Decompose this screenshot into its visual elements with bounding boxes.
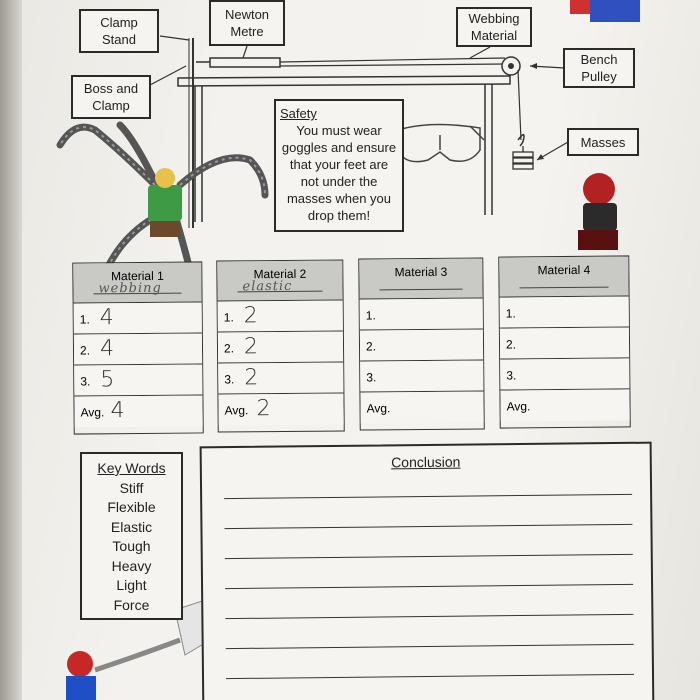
result-value: 4 <box>99 305 114 331</box>
row-label: 2. <box>223 341 235 356</box>
table-row <box>360 360 483 392</box>
material-1-name: webbing <box>98 280 162 297</box>
label-clamp-stand-text: Clamp Stand <box>100 15 138 47</box>
label-boss-and-clamp-text: Boss and Clamp <box>83 81 139 113</box>
label-webbing-material <box>456 7 532 47</box>
conclusion-box <box>200 442 655 700</box>
label-masses-text: Masses <box>580 134 626 150</box>
material-table-2 <box>216 259 344 432</box>
result-value: 2 <box>243 303 258 329</box>
result-value: 4 <box>99 336 115 362</box>
writing-line[interactable] <box>224 524 632 529</box>
key-word: Heavy <box>111 557 152 574</box>
material-table-4 <box>498 255 630 428</box>
row-label: 1. <box>79 312 90 327</box>
label-webbing-material-text: Webbing Material <box>468 11 520 43</box>
material-3-header <box>359 258 482 299</box>
row-label: 2. <box>505 337 517 352</box>
material-table-1 <box>72 261 203 434</box>
key-word: Tough <box>112 538 151 554</box>
key-words-title: Key Words <box>97 460 166 476</box>
key-word: Flexible <box>107 499 156 515</box>
key-word: Stiff <box>119 479 144 496</box>
key-word: Force <box>113 596 150 613</box>
row-label: 2. <box>79 343 91 358</box>
table-row <box>360 329 483 361</box>
label-clamp-stand <box>79 9 159 53</box>
result-value: 2 <box>244 365 259 391</box>
table-row <box>218 331 343 363</box>
table-row <box>500 327 629 359</box>
writing-line[interactable] <box>226 674 634 679</box>
row-label: 3. <box>224 372 235 387</box>
table-row <box>74 333 202 365</box>
row-label: 1. <box>223 310 234 325</box>
writing-line[interactable] <box>225 584 633 589</box>
table-row <box>500 358 629 390</box>
material-table-3 <box>358 257 484 430</box>
table-row <box>360 391 483 423</box>
safety-text: You must wear goggles and ensure that your feet are not under the masses when you drop them! <box>281 123 397 223</box>
table-row <box>218 300 343 332</box>
safety-box <box>274 99 404 232</box>
label-newton-metre <box>209 0 285 46</box>
table-row <box>218 362 343 394</box>
material-1-title: Material 1 <box>110 268 164 284</box>
material-2-title: Material 2 <box>253 266 307 282</box>
writing-line[interactable] <box>226 644 634 649</box>
writing-line[interactable] <box>224 494 632 499</box>
result-value: 2 <box>243 334 259 360</box>
material-4-header <box>499 256 628 297</box>
label-bench-pulley-text: Bench Pulley <box>580 52 618 84</box>
row-label: 1. <box>505 306 516 321</box>
table-row <box>500 389 629 421</box>
label-bench-pulley <box>563 48 635 88</box>
table-row <box>360 298 483 330</box>
table-row <box>74 395 202 427</box>
conclusion-title: Conclusion <box>391 453 461 471</box>
average-value: 4 <box>110 398 125 424</box>
row-label: Avg. <box>366 401 391 416</box>
row-label: Avg. <box>506 399 531 414</box>
result-value: 5 <box>100 367 115 393</box>
row-label: 2. <box>365 339 377 354</box>
row-label: 3. <box>506 368 517 383</box>
average-value: 2 <box>256 396 271 422</box>
table-row <box>218 393 343 425</box>
writing-line[interactable] <box>225 614 633 619</box>
safety-title: Safety <box>280 106 317 121</box>
row-label: 1. <box>365 308 376 323</box>
row-label: 3. <box>366 370 377 385</box>
key-word: Elastic <box>110 518 153 535</box>
material-1-header <box>73 262 201 303</box>
writing-line[interactable] <box>225 554 633 559</box>
label-newton-metre-text: Newton Metre <box>224 7 270 39</box>
table-row <box>74 302 202 334</box>
material-3-title: Material 3 <box>394 264 448 280</box>
row-label: Avg. <box>224 403 249 418</box>
row-label: Avg. <box>80 405 105 420</box>
label-masses <box>567 128 639 156</box>
material-2-name: elastic <box>242 278 293 295</box>
key-word: Light <box>116 577 147 593</box>
label-boss-and-clamp <box>71 75 151 119</box>
table-row <box>500 296 629 328</box>
material-2-header <box>217 260 342 301</box>
table-row <box>74 364 202 396</box>
material-4-title: Material 4 <box>537 262 591 278</box>
row-label: 3. <box>80 374 91 389</box>
key-words-box <box>80 452 183 620</box>
